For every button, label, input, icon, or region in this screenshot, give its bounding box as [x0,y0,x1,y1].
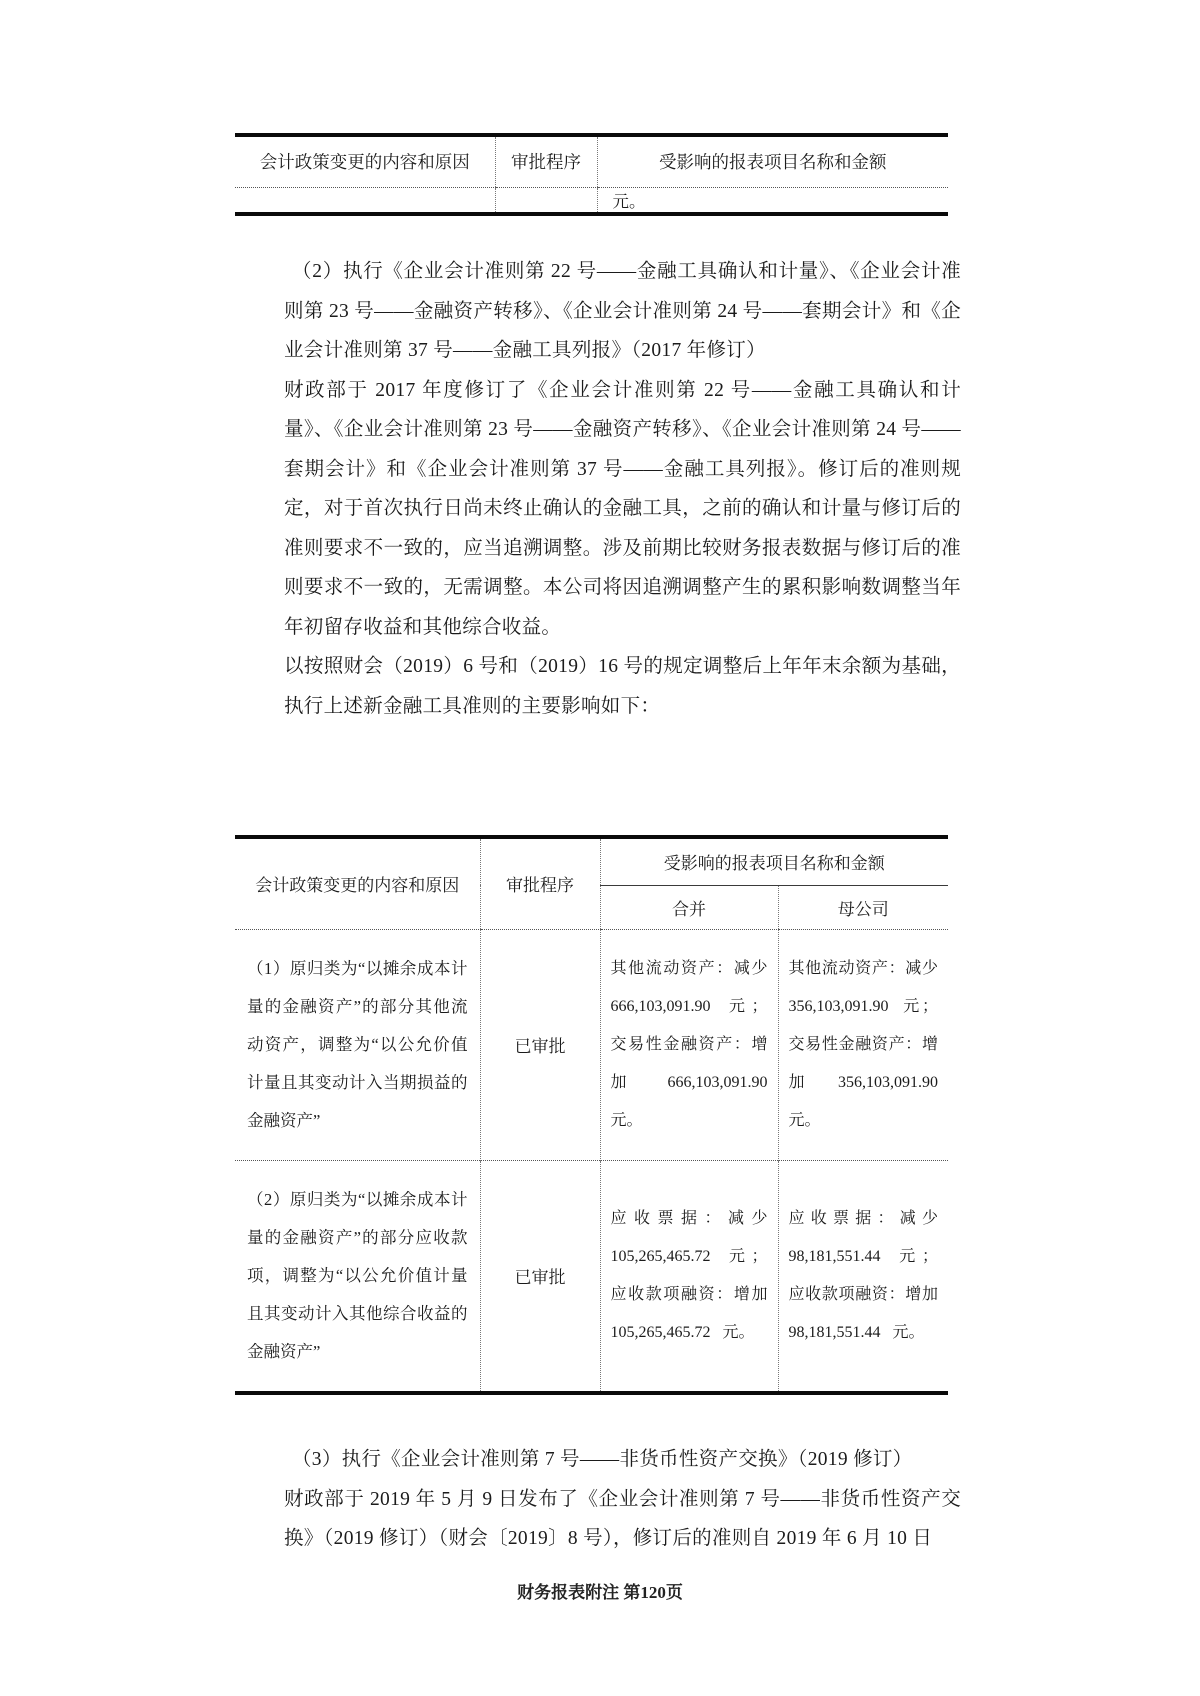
cell-row2-change-reason: （2）原归类为“以摊余成本计量的金融资产”的部分应收款项，调整为“以公允价值计量且其变动计入其他综合收益的金融资产” [235,1160,480,1393]
col-header-approval: 审批程序 [495,135,597,187]
paragraph-adjustment-basis: 以按照财会（2019）6 号和（2019）16 号的规定调整后上年年末余额为基础，执行上述新金融工具准则的主要影响如下： [284,656,961,717]
new-financial-instruments-impact-table [235,835,948,1395]
cell-row1-approval-status: 已审批 [480,929,600,1160]
paragraph-item3-body: 财政部于 2019 年 5 月 9 日发布了《企业会计准则第 7 号——非货币性资产交换》（2019 修订）（财会〔2019〕8 号），修订后的准则自 2019 年 6 月 10 日 [284,1488,961,1549]
table-header-row [235,135,948,187]
page-footer: 财务报表附注 第120页 [517,1583,683,1602]
paragraph-item3-title: （3）执行《企业会计准则第 7 号——非货币性资产交换》（2019 修订） [292,1449,913,1470]
body-text-block-1 [284,252,961,726]
col-header-parent-company: 母公司 [778,885,948,929]
cell-row2-approval-status: 已审批 [480,1160,600,1393]
cell-change-reason-empty [235,187,495,214]
cell-row1-parent-amounts: 其他流动资产：减少 356,103,091.90 元；交易性金融资产：增加 356,103,091.90 元。 [778,929,948,1160]
cell-affected-continued: 元。 [597,187,948,214]
cell-row1-consolidated-amounts: 其他流动资产：减少 666,103,091.90 元；交易性金融资产：增加 666,103,091.90 元。 [600,929,778,1160]
col-header-consolidated: 合并 [600,885,778,929]
cell-row1-change-reason: （1）原归类为“以摊余成本计量的金融资产”的部分其他流动资产，调整为“以公允价值计量且其变动计入当期损益的金融资产” [247,958,468,1130]
cell-row2-parent-amounts: 应收票据：减少 98,181,551.44 元；应收款项融资：增加 98,181,551.44 元。 [778,1160,948,1393]
col-header-affected-items: 受影响的报表项目名称和金额 [597,135,948,187]
table-header-row-1 [235,837,948,885]
paragraph-item2-title: （2）执行《企业会计准则第 22 号——金融工具确认和计量》、《企业会计准则第 23 号——金融资产转移》、《企业会计准则第 24 号——套期会计》和《企业会计准则第 37 号——金融工具列报》（2017 年修订） [284,261,961,361]
table-row-1 [235,929,948,1160]
col-header-change-reason: 会计政策变更的内容和原因 [235,135,495,187]
body-text-block-2 [284,1440,961,1559]
policy-change-table-continuation [235,133,948,216]
table-row [235,187,948,214]
cell-approval-empty [495,187,597,214]
paragraph-item2-body: 财政部于 2017 年度修订了《企业会计准则第 22 号——金融工具确认和计量》、《企业会计准则第 23 号——金融资产转移》、《企业会计准则第 24 号——套期会计》和《企业会计准则第 37 号——金融工具列报》。修订后的准则规定，对于首次执行日尚未终止确认的金融工具，之前的确认和计量与修订后的准则要求不一致的，应当追溯调整。涉及前期比较财务报表数据与修订后的准则要求不一致的，无需调整。本公司将因追溯调整产生的累积影响数调整当年年初留存收益和其他综合收益。 [284,379,961,638]
col-header-affected-items-group: 受影响的报表项目名称和金额 [600,837,948,885]
col-header-approval: 审批程序 [480,837,600,929]
table-row-2 [235,1160,948,1393]
cell-row2-consolidated-amounts: 应收票据：减少 105,265,465.72 元；应收款项融资：增加 105,265,465.72 元。 [600,1160,778,1393]
col-header-change-reason: 会计政策变更的内容和原因 [235,837,480,929]
